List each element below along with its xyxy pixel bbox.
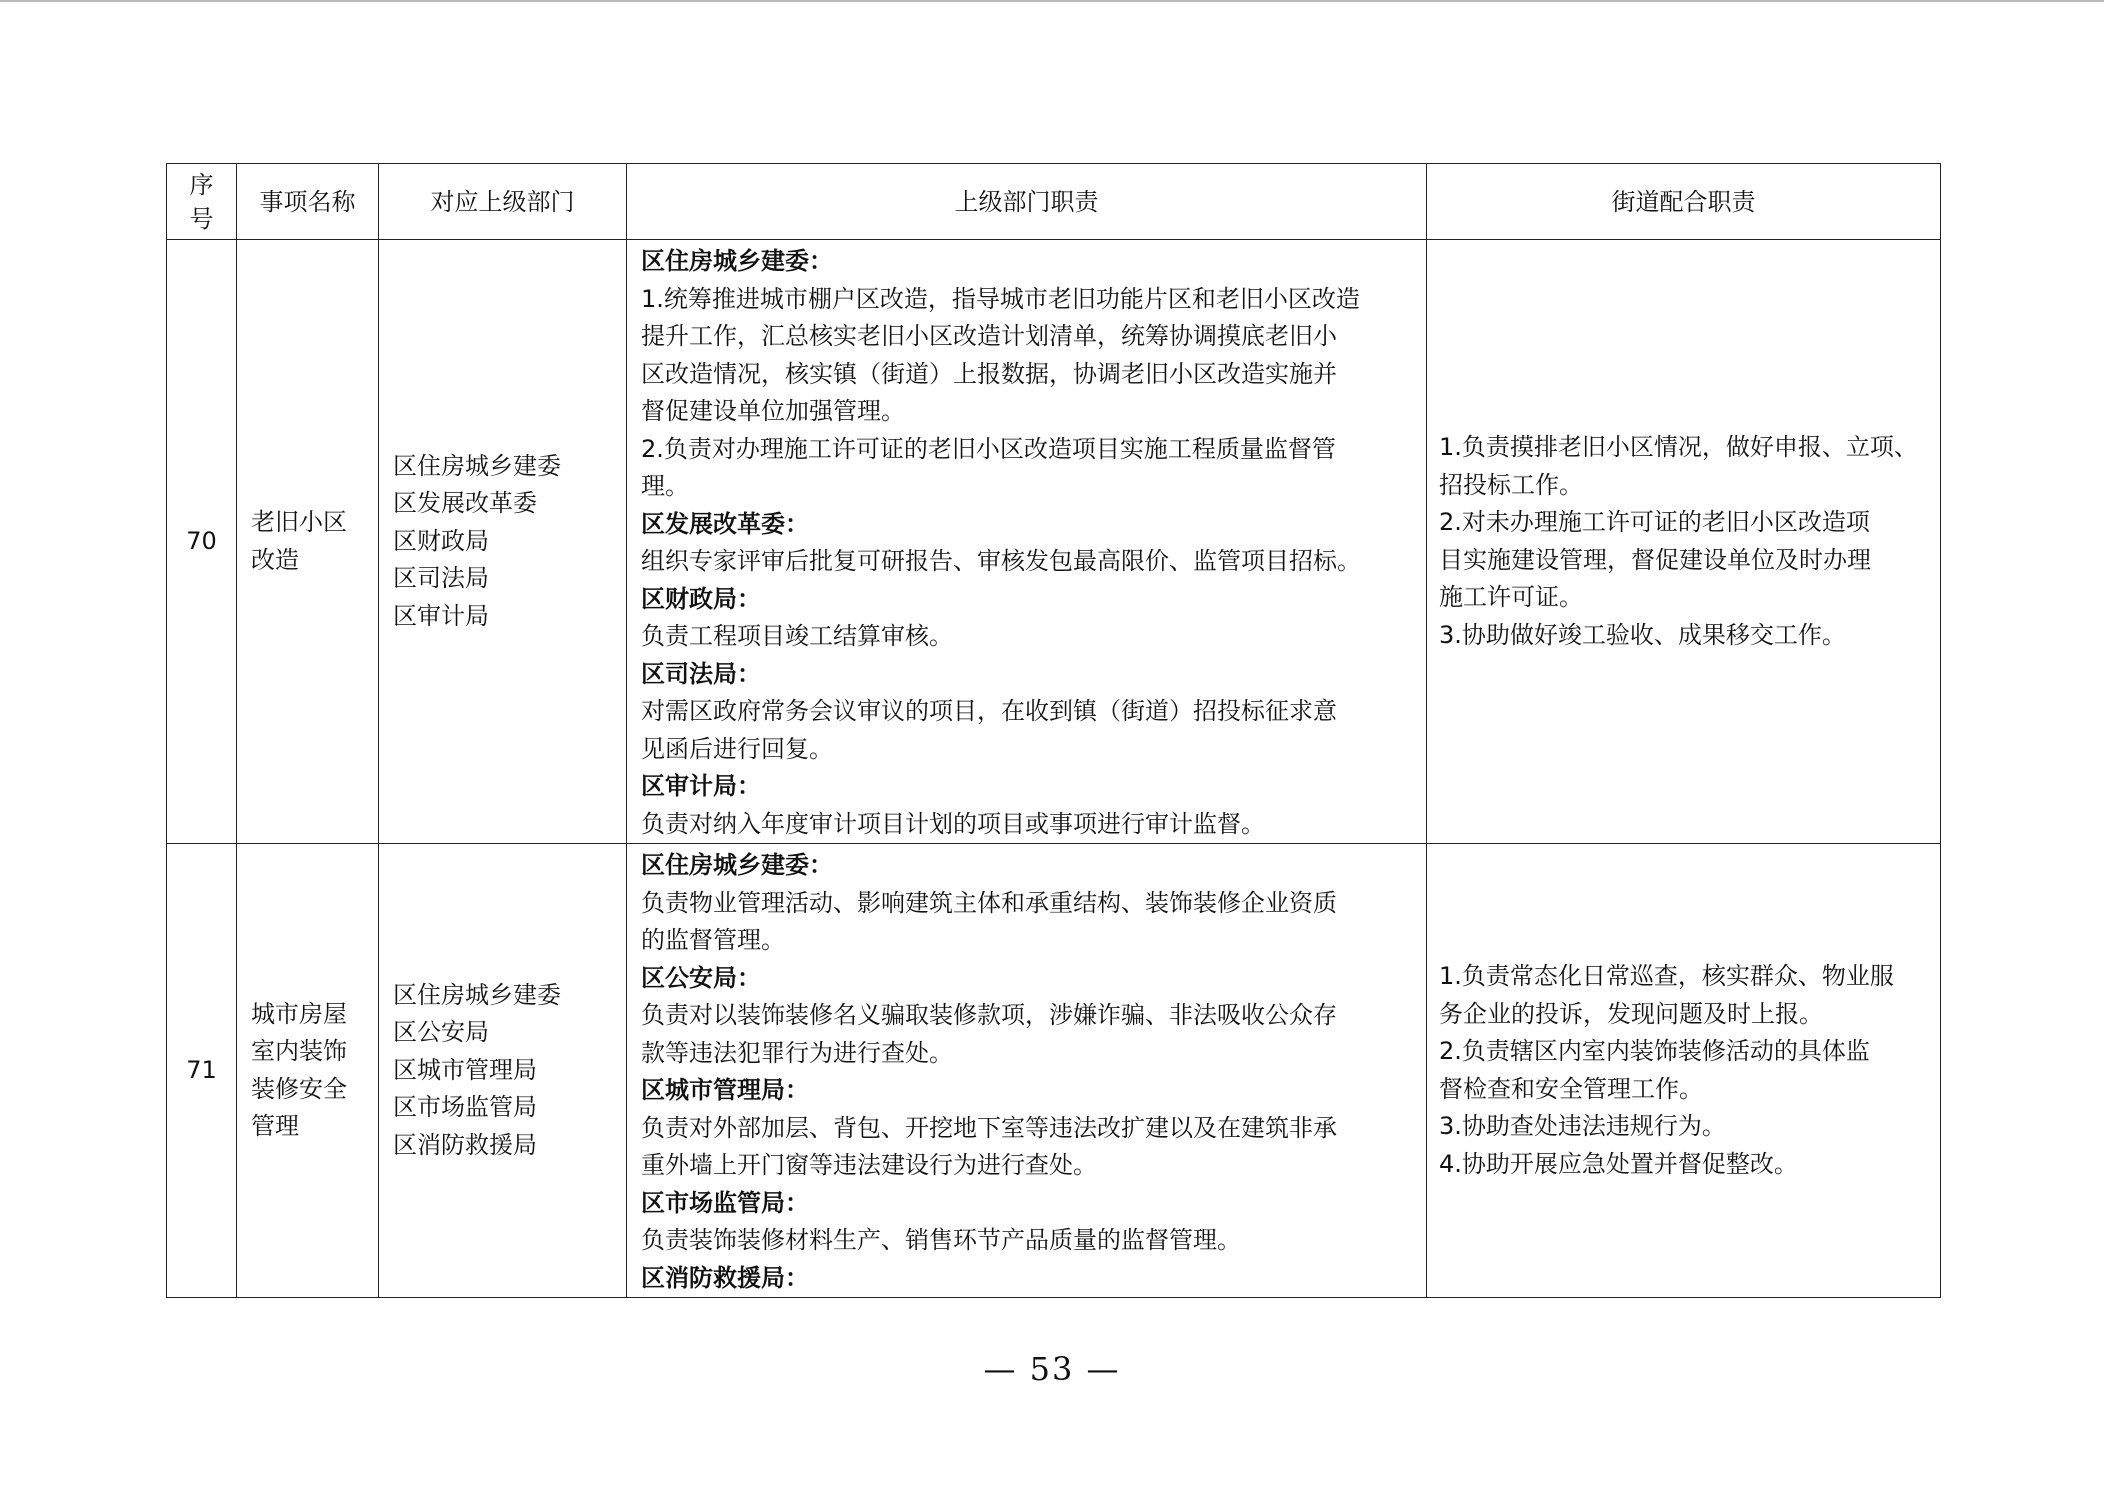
street-duty-line: 1.负责常态化日常巡查，核实群众、物业服 — [1439, 962, 1894, 990]
street-duty-line: 4.协助开展应急处置并督促整改。 — [1439, 1149, 1798, 1178]
superior-dept-cell — [379, 240, 627, 844]
street-duty-line: 目实施建设管理，督促建设单位及时办理 — [1439, 545, 1871, 574]
duty-dept-heading: 区市场监管局： — [641, 1188, 809, 1217]
duty-dept-heading: 区财政局： — [641, 584, 761, 613]
item-name-cell — [237, 844, 379, 1298]
dept-line: 区公安局 — [393, 1018, 489, 1047]
duty-dept-heading: 区发展改革委： — [641, 509, 809, 538]
dept-line: 区消防救援局 — [393, 1130, 537, 1159]
duty-dept-heading: 区住房城乡建委： — [641, 851, 833, 879]
seq-cell: 70 — [167, 240, 237, 844]
duty-line: 理。 — [641, 472, 689, 500]
dept-line: 区住房城乡建委 — [393, 451, 561, 480]
street-duty-line: 2.负责辖区内室内装饰装修活动的具体监 — [1439, 1037, 1870, 1065]
duty-line: 重外墙上开门窗等违法建设行为进行查处。 — [641, 1151, 1097, 1179]
item-name-line: 改造 — [251, 545, 299, 574]
dept-line: 区审计局 — [393, 601, 489, 630]
header-superior-dept: 对应上级部门 — [379, 164, 627, 240]
superior-duty-cell — [627, 844, 1427, 1298]
duty-line: 款等违法犯罪行为进行查处。 — [641, 1038, 953, 1067]
street-duty-line: 3.协助做好竣工验收、成果移交工作。 — [1439, 620, 1846, 649]
item-name-line: 管理 — [251, 1112, 299, 1140]
header-seq — [167, 164, 237, 240]
duty-dept-heading: 区消防救援局： — [641, 1263, 809, 1292]
dept-line: 区司法局 — [393, 564, 489, 593]
street-duty-line: 2.对未办理施工许可证的老旧小区改造项 — [1439, 508, 1870, 536]
street-duty-line: 施工许可证。 — [1439, 583, 1583, 611]
street-duty-line: 招投标工作。 — [1439, 470, 1583, 499]
street-duty-cell — [1427, 240, 1941, 844]
street-duty-line: 督检查和安全管理工作。 — [1439, 1074, 1703, 1103]
header-seq-line2: 号 — [189, 204, 214, 233]
duty-dept-heading: 区住房城乡建委： — [641, 247, 833, 275]
header-item-name: 事项名称 — [237, 164, 379, 240]
item-name-line: 装修安全 — [251, 1074, 347, 1103]
superior-duty-cell — [627, 240, 1427, 844]
duty-line: 组织专家评审后批复可研报告、审核发包最高限价、监管项目招标。 — [641, 547, 1361, 575]
duty-line: 1.统筹推进城市棚户区改造，指导城市老旧功能片区和老旧小区改造 — [641, 284, 1360, 313]
duty-line: 提升工作，汇总核实老旧小区改造计划清单，统筹协调摸底老旧小 — [641, 322, 1337, 350]
street-duty-line: 务企业的投诉，发现问题及时上报。 — [1439, 999, 1823, 1028]
dept-line: 区城市管理局 — [393, 1055, 537, 1084]
duty-dept-heading: 区公安局： — [641, 963, 761, 992]
street-duty-cell — [1427, 844, 1941, 1298]
superior-dept-cell — [379, 844, 627, 1298]
duty-dept-heading: 区城市管理局： — [641, 1076, 809, 1104]
duty-line: 负责对以装饰装修名义骗取装修款项，涉嫌诈骗、非法吸收公众存 — [641, 1001, 1337, 1029]
responsibility-table — [166, 163, 1941, 1298]
duty-line: 区改造情况，核实镇（街道）上报数据，协调老旧小区改造实施并 — [641, 359, 1337, 388]
duty-line: 负责对外部加层、背包、开挖地下室等违法改扩建以及在建筑非承 — [641, 1113, 1337, 1142]
item-name-line: 老旧小区 — [251, 508, 347, 536]
duty-line: 督促建设单位加强管理。 — [641, 397, 905, 425]
duty-line: 负责装饰装修材料生产、销售环节产品质量的监督管理。 — [641, 1226, 1241, 1254]
table-header-row — [167, 164, 1941, 240]
duty-line: 负责工程项目竣工结算审核。 — [641, 622, 953, 650]
street-duty-line: 3.协助查处违法违规行为。 — [1439, 1112, 1726, 1140]
dept-line: 区财政局 — [393, 526, 489, 555]
duty-dept-heading: 区司法局： — [641, 659, 761, 688]
duty-line: 的监督管理。 — [641, 926, 785, 954]
duty-line: 对需区政府常务会议审议的项目，在收到镇（街道）招投标征求意 — [641, 697, 1337, 725]
seq-cell: 71 — [167, 844, 237, 1298]
dept-line: 区发展改革委 — [393, 489, 537, 518]
item-name-line: 室内装饰 — [251, 1037, 347, 1065]
header-seq-line1: 序 — [189, 170, 214, 199]
duty-line: 见函后进行回复。 — [641, 734, 833, 763]
street-duty-line: 1.负责摸排老旧小区情况，做好申报、立项、 — [1439, 433, 1918, 461]
dept-line: 区市场监管局 — [393, 1093, 537, 1122]
dept-line: 区住房城乡建委 — [393, 980, 561, 1009]
page-number: — 53 — — [983, 1350, 1121, 1388]
table-row — [167, 240, 1941, 844]
header-superior-duty: 上级部门职责 — [627, 164, 1427, 240]
item-name-line: 城市房屋 — [251, 999, 347, 1028]
duty-line: 负责物业管理活动、影响建筑主体和承重结构、装饰装修企业资质 — [641, 888, 1337, 917]
duty-line: 负责对纳入年度审计项目计划的项目或事项进行审计监督。 — [641, 809, 1265, 838]
header-street-duty: 街道配合职责 — [1427, 164, 1941, 240]
item-name-cell — [237, 240, 379, 844]
table-row — [167, 844, 1941, 1298]
page-top-border — [0, 0, 2104, 2]
duty-dept-heading: 区审计局： — [641, 772, 761, 800]
duty-line: 2.负责对办理施工许可证的老旧小区改造项目实施工程质量监督管 — [641, 434, 1336, 463]
